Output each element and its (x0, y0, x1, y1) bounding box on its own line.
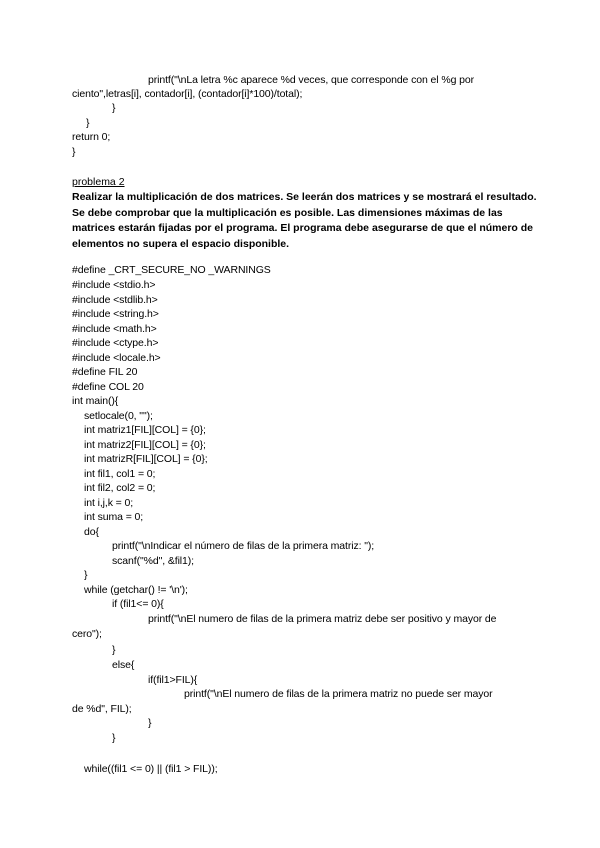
code-line: #include <stdio.h> (72, 279, 156, 291)
code-line: #include <math.h> (72, 323, 157, 335)
code-line: int main(){ (72, 395, 119, 407)
code-line: int fil2, col2 = 0; (84, 482, 156, 494)
code-line: setlocale(0, ""); (84, 410, 153, 422)
code-line: printf("\nIndicar el número de filas de la primera matriz: "); (112, 540, 375, 552)
code-line: int i,j,k = 0; (84, 497, 134, 509)
code-line: while((fil1 <= 0) || (fil1 > FIL)); (84, 763, 218, 775)
code-line: } (112, 102, 116, 114)
code-line: do{ (84, 526, 99, 538)
code-line: printf("\nLa letra %c aparece %d veces, que corresponde con el %g por (148, 74, 475, 86)
code-line: } (72, 146, 76, 158)
code-line: int matriz1[FIL][COL] = {0}; (84, 424, 206, 436)
problem-heading: problema 2 (72, 176, 125, 188)
code-line: int fil1, col1 = 0; (84, 468, 156, 480)
code-line: if(fil1>FIL){ (148, 674, 198, 686)
code-line: printf("\nEl numero de filas de la primera matriz no puede ser mayor (184, 688, 493, 700)
code-line: #define _CRT_SECURE_NO _WARNINGS (72, 264, 271, 276)
code-line: } (86, 117, 90, 129)
code-line: } (112, 732, 116, 744)
code-line: while (getchar() != '\n'); (84, 584, 188, 596)
code-line: scanf("%d", &fil1); (112, 555, 194, 567)
code-line: #include <stdlib.h> (72, 294, 158, 306)
code-line: #include <ctype.h> (72, 337, 159, 349)
code-line: if (fil1<= 0){ (112, 598, 164, 610)
code-line: int matrizR[FIL][COL] = {0}; (84, 453, 208, 465)
code-line: de %d", FIL); (72, 703, 132, 715)
code-line: } (112, 644, 116, 656)
code-line: else{ (112, 659, 135, 671)
code-line: int suma = 0; (84, 511, 144, 523)
code-line: return 0; (72, 131, 111, 143)
code-line: } (148, 717, 152, 729)
code-line: #define COL 20 (72, 381, 144, 393)
code-line: } (84, 569, 88, 581)
code-line: cero"); (72, 628, 102, 640)
code-line: printf("\nEl numero de filas de la primera matriz debe ser positivo y mayor de (148, 613, 497, 625)
code-line: int matriz2[FIL][COL] = {0}; (84, 439, 206, 451)
code-line: #include <string.h> (72, 308, 159, 320)
problem-statement: Realizar la multiplicación de dos matrices. Se leerán dos matrices y se mostrará el resultado. Se debe comprobar que la multiplicación es posible. Las dimensiones máximas de las matrices estarán fijadas por el programa. El programa debe asegurarse de que el número de elementos no supera el espacio disponible. (72, 191, 537, 250)
code-line: #define FIL 20 (72, 366, 138, 378)
code-line: ciento",letras[i], contador[i], (contador[i]*100)/total); (72, 88, 303, 100)
code-line: #include <locale.h> (72, 352, 161, 364)
